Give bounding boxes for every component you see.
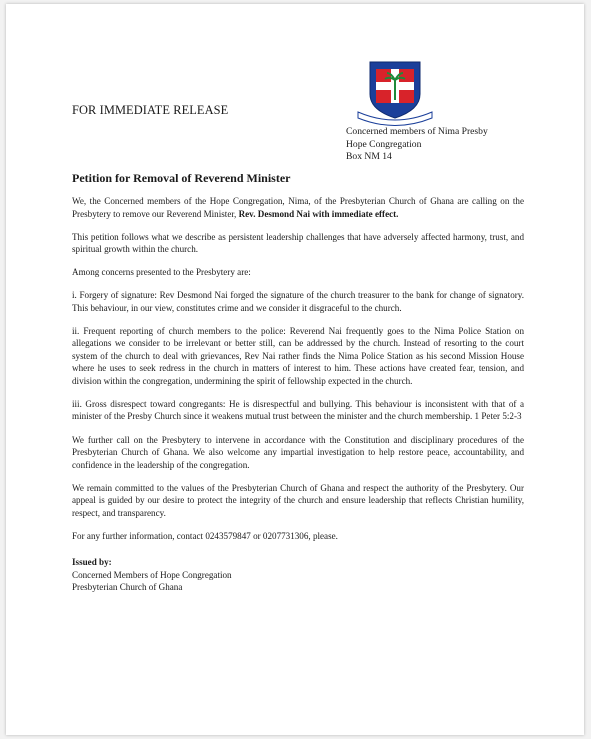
paragraph: We remain committed to the values of the Presbyterian Church of Ghana and respect the authority of the Presbytery. Our appeal is guided by our desire to protect the integrity of the church and ensure leadership that reflects Christian humility, respect, and transparency. <box>72 482 524 518</box>
issued-by-label: Issued by: <box>72 557 112 568</box>
address-line: Box NM 14 <box>346 151 392 163</box>
concern-item: iii. Gross disrespect toward congregants: He is disrespectful and bullying. This behaviour is inconsistent with that of a minister of the Presby Church since it weakens mutual trust between the minister and the church membership. 1 Peter 5:2-3 <box>72 398 524 422</box>
concern-item: i. Forgery of signature: Rev Desmond Nai forged the signature of the church treasurer to the bank for change of signatory. This behaviour, in our view, constitutes crime and we consider it disgraceful to the church. <box>72 290 524 313</box>
church-crest-logo <box>356 60 434 126</box>
paragraph: This petition follows what we describe as persistent leadership challenges that have adversely affected harmony, trust, and spiritual growth within the church. <box>72 231 524 255</box>
issuer-line: Presbyterian Church of Ghana <box>72 582 183 593</box>
issued-by-block <box>72 556 524 594</box>
paragraph: Among concerns presented to the Presbytery are: <box>72 267 251 278</box>
contact-paragraph: For any further information, contact 0243579847 or 0207731306, please. <box>72 530 338 541</box>
intro-text: We, the Concerned members of the Hope Congregation, Nima, of the Presbyterian Church of Ghana are calling on the Presbytery to remove our Reverend Minister, <box>72 196 524 219</box>
intro-emphasis: Rev. Desmond Nai with immediate effect. <box>238 208 399 219</box>
address-line: Hope Congregation <box>346 138 422 150</box>
sender-address <box>346 126 488 164</box>
release-label: FOR IMMEDIATE RELEASE <box>72 103 229 117</box>
petition-body <box>72 195 524 594</box>
document-page <box>6 4 584 735</box>
concern-item: ii. Frequent reporting of church members to the police: Reverend Nai frequently goes to the Nima Police Station on allegations we consider to be irrelevant or better still, can be addressed by the church. Instead of resorting to the court system of the church to deal with grievances, Rev Nai rather finds the Nima Police Station as his second Mission House where he uses to seek redress in the church in matters of interest to him. These actions have created fear, tension, and division within the congregation, undermining the spirit of fellowship expected in the church. <box>72 325 524 386</box>
issuer-line: Concerned Members of Hope Congregation <box>72 569 232 580</box>
paragraph: We further call on the Presbytery to intervene in accordance with the Constitution and disciplinary procedures of the Presbyterian Church of Ghana. We also welcome any impartial investigation to help restore peace, accountability, and confidence in the leadership of the congregation. <box>72 434 524 470</box>
petition-title: Petition for Removal of Reverend Minister <box>72 171 291 185</box>
address-line: Concerned members of Nima Presby <box>346 126 488 137</box>
paragraph-intro <box>72 195 524 220</box>
